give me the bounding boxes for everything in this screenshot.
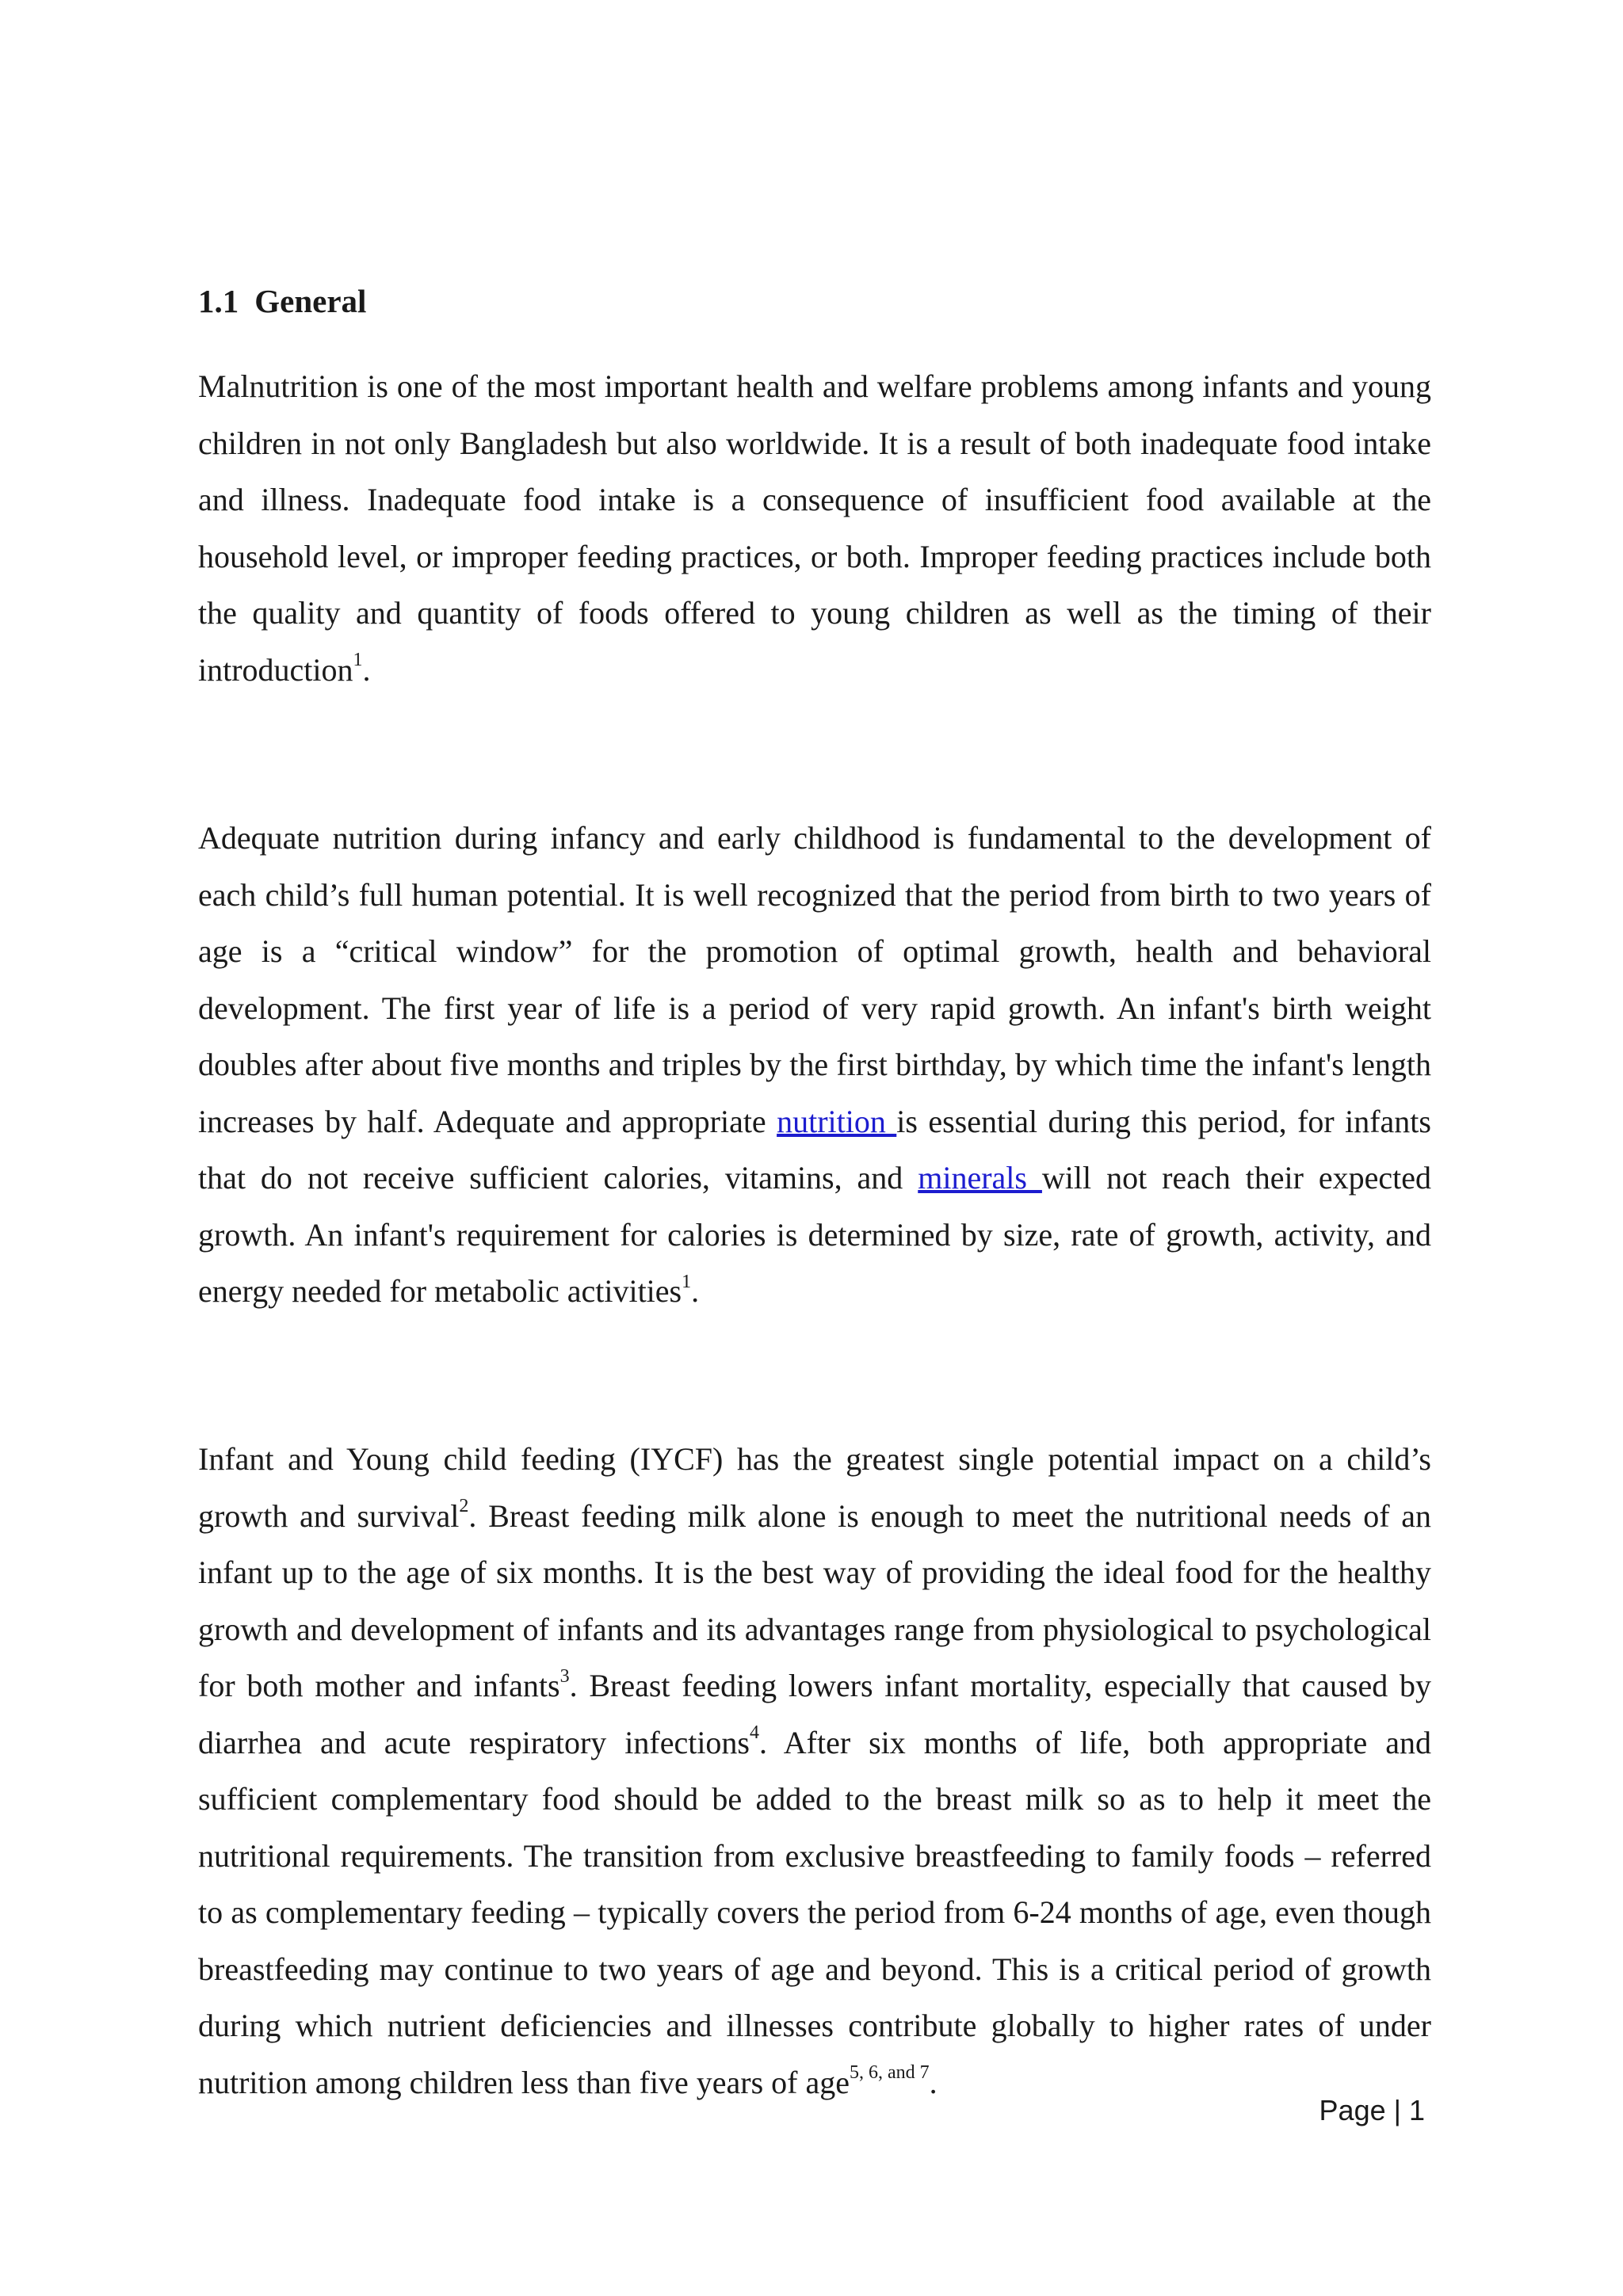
citation-ref: 4: [750, 1722, 759, 1744]
paragraph-text: is essential during this period, for infants that do not receive sufficient calories, vitamins, and: [198, 1103, 1431, 1196]
paragraph-text: Malnutrition is one of the most important health and welfare problems among infants and young children in not only Bangladesh but also worldwide. It is a result of both inadequate food intake and illness. Inadequate food intake is a consequence of insufficient food available at the household level, or improper feeding practices, or both. Improper feeding practices include both the quality and quantity of foods offered to young children as well as the timing of their introduction: [198, 368, 1431, 688]
paragraph-text: Infant and Young child feeding (IYCF) has the greatest single potential impact on a child’s growth and survival: [198, 1441, 1431, 1534]
paragraph-text: . Breast feeding milk alone is enough to meet the nutritional needs of an infant up to the age of six months. It is the best way of providing the ideal food for the healthy growth and development of infants and its advantages range from physiological to psychological for both mother and infants: [198, 1497, 1431, 1703]
nutrition-link[interactable]: nutrition: [777, 1103, 897, 1139]
paragraph-text: . After six months of life, both appropriate and sufficient complementary food should be added to the breast milk so as to help it meet the nutritional requirements. The transition from exclusive breastfeeding to family foods – referred to as complementary feeding – typically covers the period from 6-24 months of age, even though breastfeeding may continue to two years of age and beyond. This is a critical period of growth during which nutrient deficiencies and illnesses contribute globally to higher rates of under nutrition among children less than five years of age: [198, 1724, 1431, 2100]
paragraph-end: .: [362, 651, 371, 688]
minerals-link[interactable]: minerals: [918, 1160, 1042, 1196]
citation-ref: 1: [682, 1271, 692, 1292]
paragraph-1: [198, 358, 1431, 698]
citation-ref: 5, 6, and 7: [849, 2062, 930, 2084]
section-number: 1.1: [198, 283, 239, 319]
paragraph-text: . Breast feeding lowers infant mortality, especially that caused by diarrhea and acute respiratory infections: [198, 1668, 1431, 1760]
paragraph-3: [198, 1431, 1431, 2111]
paragraph-text: will not reach their expected growth. An infant's requirement for calories is determined by size, rate of growth, activity, and energy needed for metabolic activities: [198, 1160, 1432, 1309]
section-heading: [198, 279, 366, 323]
page-number: Page | 1: [1319, 2094, 1425, 2126]
paragraph-text: Adequate nutrition during infancy and early childhood is fundamental to the development of each child’s full human potential. It is well recognized that the period from birth to two years of age is a “critical window” for the promotion of optimal growth, health and behavioral development. The first year of life is a period of very rapid growth. An infant's birth weight doubles after about five months and triples by the first birthday, by which time the infant's length increases by half. Adequate and appropriate: [198, 820, 1431, 1139]
paragraph-2: [198, 810, 1431, 1320]
paragraph-end: .: [929, 2064, 938, 2100]
section-title: General: [254, 283, 367, 319]
paragraph-end: .: [691, 1273, 700, 1309]
citation-ref: 2: [459, 1496, 469, 1517]
citation-ref: 3: [559, 1665, 570, 1687]
citation-ref: 1: [353, 650, 363, 671]
